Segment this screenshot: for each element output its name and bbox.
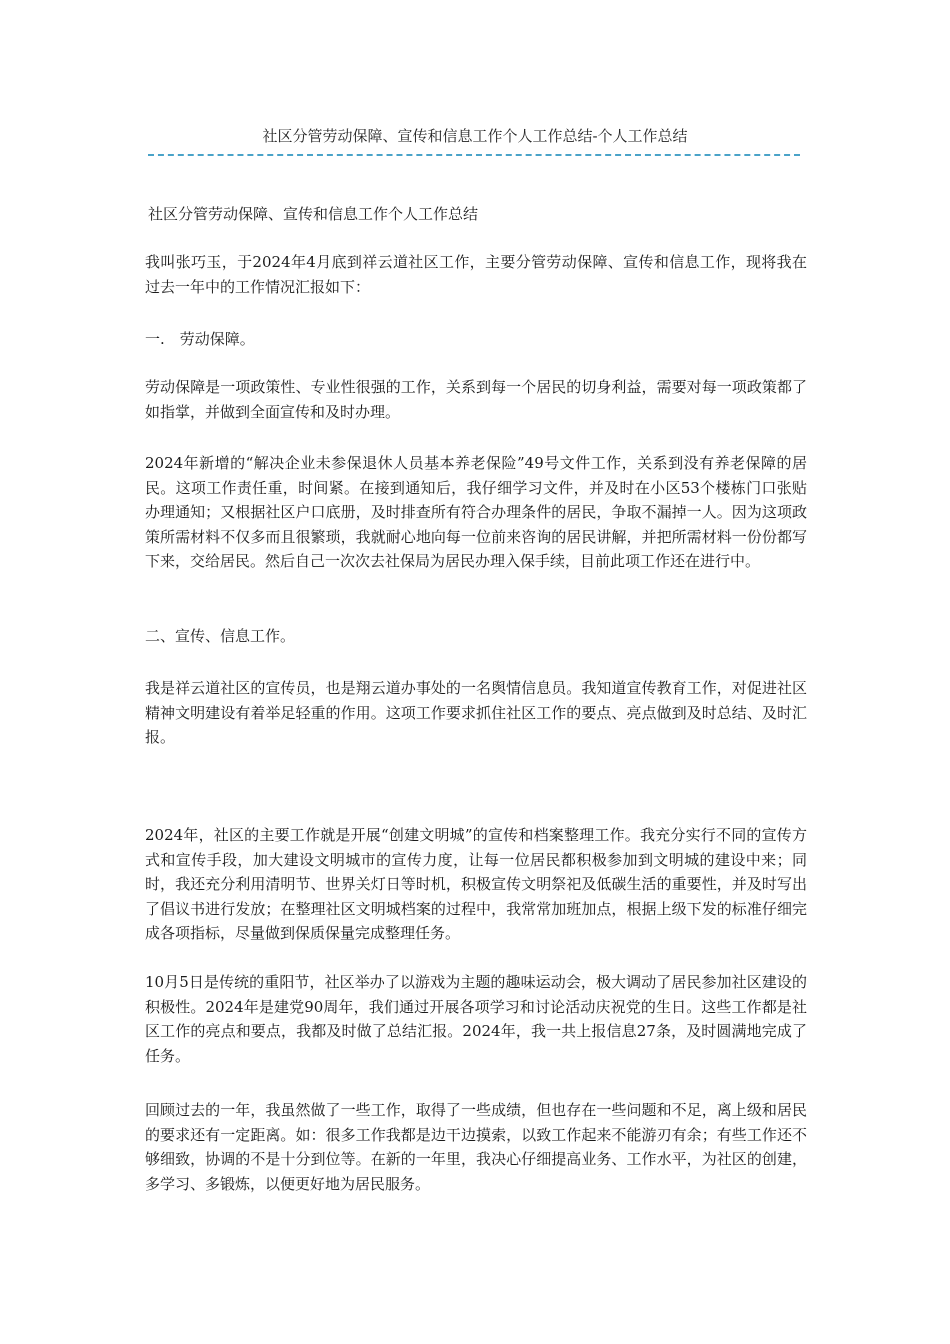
document-title: 社区分管劳动保障、宣传和信息工作个人工作总结-个人工作总结 (262, 127, 688, 145)
section-heading-publicity: 二、宣传、信息工作。 (145, 627, 296, 645)
publicity-paragraph-2: 2024年，社区的主要工作就是开展“创建文明城”的宣传和档案整理工作。我充分实行不同的宣传方式和宣传手段，加大建设文明城市的宣传力度，让每一位居民都积极参加到文明城的建设中来；同时，我还充分利用清明节、世界关灯日等时机，积极宣传文明祭祀及低碳生活的重要性，并及时写出了倡议书进行发放；在整理社区文明城档案的过程中，我常常加班加点，根据上级下发的标准仔细完成各项指标，尽量做到保质保量完成整理任务。 (145, 826, 807, 942)
intro-paragraph: 我叫张巧玉，于2024年4月底到祥云道社区工作，主要分管劳动保障、宣传和信息工作，现将我在过去一年中的工作情况汇报如下： (145, 253, 807, 296)
publicity-paragraph-1: 我是祥云道社区的宣传员，也是翔云道办事处的一名舆情信息员。我知道宣传教育工作，对促进社区精神文明建设有着举足轻重的作用。这项工作要求抓住社区工作的要点、亮点做到及时总结、及时汇报。 (145, 679, 807, 746)
review-paragraph: 回顾过去的一年，我虽然做了一些工作，取得了一些成绩，但也存在一些问题和不足，离上级和居民的要求还有一定距离。如：很多工作我都是边干边摸索，以致工作起来不能游刃有余；有些工作还不够细致，协调的不是十分到位等。在新的一年里，我决心仔细提高业务、工作水平，为社区的创建，多学习、多锻炼，以便更好地为居民服务。 (145, 1101, 807, 1193)
document-subtitle: 社区分管劳动保障、宣传和信息工作个人工作总结 (148, 205, 479, 223)
publicity-paragraph-3: 10月5日是传统的重阳节，社区举办了以游戏为主题的趣味运动会，极大调动了居民参加社区建设的积极性。2024年是建党90周年，我们通过开展各项学习和讨论活动庆祝党的生日。这些工作都是社区工作的亮点和要点，我都及时做了总结汇报。2024年，我一共上报信息27条，及时圆满地完成了任务。 (145, 973, 807, 1065)
labor-paragraph-1: 劳动保障是一项政策性、专业性很强的工作，关系到每一个居民的切身利益，需要对每一项政策都了如指掌，并做到全面宣传和及时办理。 (145, 378, 807, 421)
labor-paragraph-2: 2024年新增的“解决企业未参保退休人员基本养老保险”49号文件工作，关系到没有养老保障的居民。这项工作责任重，时间紧。在接到通知后，我仔细学习文件，并及时在小区53个楼栋门口张贴办理通知；又根据社区户口底册，及时排查所有符合办理条件的居民，争取不漏掉一人。因为这项政策所需材料不仅多而且很繁琐，我就耐心地向每一位前来咨询的居民讲解，并把所需材料一份份都写下来，交给居民。然后自己一次次去社保局为居民办理入保手续，目前此项工作还在进行中。 (145, 454, 807, 570)
title-divider (148, 154, 800, 156)
section-heading-labor: 一. 劳动保障。 (145, 330, 255, 348)
